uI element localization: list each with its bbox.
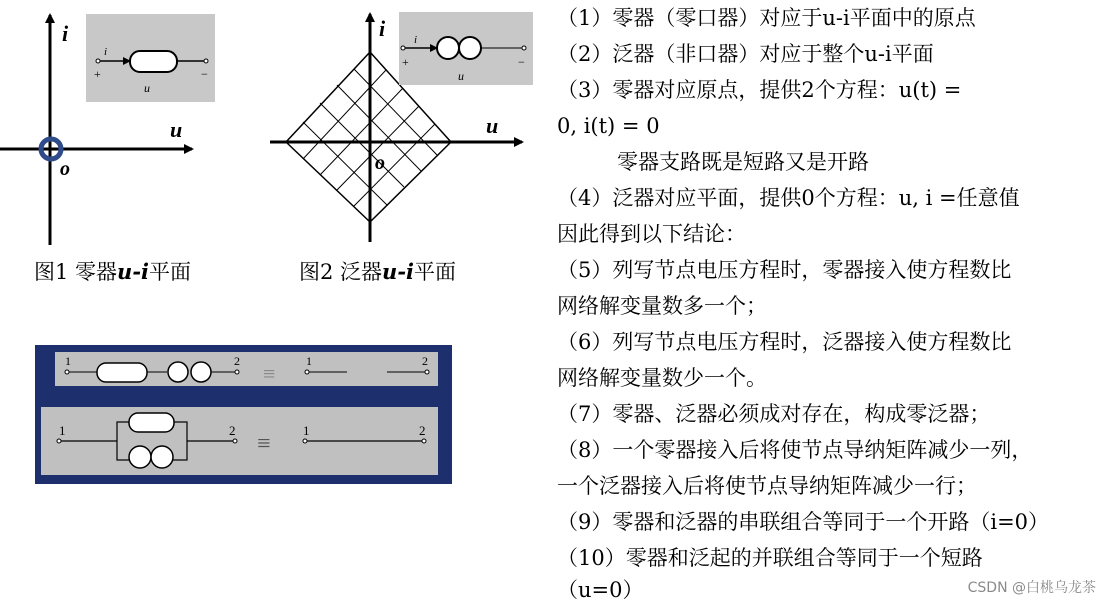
- text-line: 网络解变量数多一个；: [557, 294, 767, 318]
- text-line: （8）一个零器接入后将使节点导纳矩阵减少一列，: [557, 438, 1033, 462]
- watermark: CSDN @白桃乌龙茶: [967, 580, 1096, 596]
- svg-text:u: u: [144, 81, 150, 95]
- svg-text:2: 2: [422, 354, 428, 368]
- text-line: 0, i(t) = 0: [557, 114, 660, 138]
- svg-text:2: 2: [419, 423, 426, 438]
- svg-text:≡: ≡: [263, 361, 276, 386]
- svg-text:1: 1: [306, 354, 312, 368]
- text-line: 一个泛器接入后将使节点导纳矩阵减少一行；: [557, 474, 977, 498]
- svg-text:2: 2: [229, 423, 236, 438]
- u-axis-label: u: [170, 117, 183, 142]
- fig1-caption-ui: u-i: [117, 259, 150, 284]
- fig1-caption-suffix: 平面: [149, 260, 192, 284]
- nullator-symbol-inset: [86, 14, 215, 102]
- text-line: （10）零器和泛起的并联组合等同于一个短路: [557, 546, 983, 570]
- text-line: （1）零器（零口器）对应于u-i平面中的原点: [557, 6, 976, 30]
- svg-text:+: +: [402, 55, 409, 69]
- svg-text:i: i: [104, 46, 108, 58]
- svg-text:+: +: [94, 67, 101, 81]
- nullator-ui-plane-figure: [0, 0, 215, 250]
- series-combination-row: [55, 352, 438, 386]
- text-line: 因此得到以下结论：: [557, 222, 746, 246]
- text-line: （6）列写节点电压方程时，泛器接入使方程数比: [557, 330, 1012, 354]
- u-axis-label: u: [486, 113, 499, 138]
- i-axis-label: i: [379, 16, 386, 41]
- fig1-caption: [34, 256, 191, 286]
- svg-text:1: 1: [65, 354, 71, 368]
- origin-label: o: [375, 152, 385, 174]
- fig2-caption: [299, 256, 456, 286]
- svg-text:−: −: [201, 67, 208, 81]
- svg-text:1: 1: [303, 423, 310, 438]
- text-line: （u=0）: [557, 578, 644, 602]
- text-line: （2）泛器（非口器）对应于整个u-i平面: [557, 42, 934, 66]
- svg-text:−: −: [518, 55, 525, 69]
- i-axis-label: i: [62, 21, 69, 46]
- svg-text:2: 2: [234, 354, 240, 368]
- left-figures: [0, 0, 555, 607]
- norator-ui-plane-figure: [262, 0, 555, 250]
- origin-label: o: [60, 158, 70, 180]
- text-line: （5）列写节点电压方程时，零器接入使方程数比: [557, 258, 1012, 282]
- text-line: （3）零器对应原点，提供2个方程：u(t) =: [557, 78, 962, 102]
- text-line: （9）零器和泛器的串联组合等同于一个开路（i=0）: [557, 510, 1050, 534]
- text-line: 零器支路既是短路又是开路: [617, 150, 869, 174]
- text-line: （4）泛器对应平面，提供0个方程：u, i =任意值: [557, 186, 1020, 210]
- fig2-caption-ui: u-i: [382, 259, 415, 284]
- svg-text:1: 1: [59, 423, 66, 438]
- svg-text:≡: ≡: [257, 431, 271, 457]
- fig2-caption-suffix: 平面: [414, 260, 457, 284]
- text-line: 网络解变量数少一个。: [557, 366, 767, 390]
- svg-text:u: u: [458, 69, 464, 83]
- norator-symbol-inset: [399, 12, 533, 85]
- parallel-combination-row: [41, 407, 438, 475]
- svg-text:i: i: [414, 34, 418, 46]
- nullor-equivalence-panel: [35, 345, 452, 484]
- text-line: （7）零器、泛器必须成对存在，构成零泛器；: [557, 402, 991, 426]
- fig2-caption-prefix: 图2 泛器: [299, 260, 383, 284]
- fig1-caption-prefix: 图1 零器: [34, 260, 118, 284]
